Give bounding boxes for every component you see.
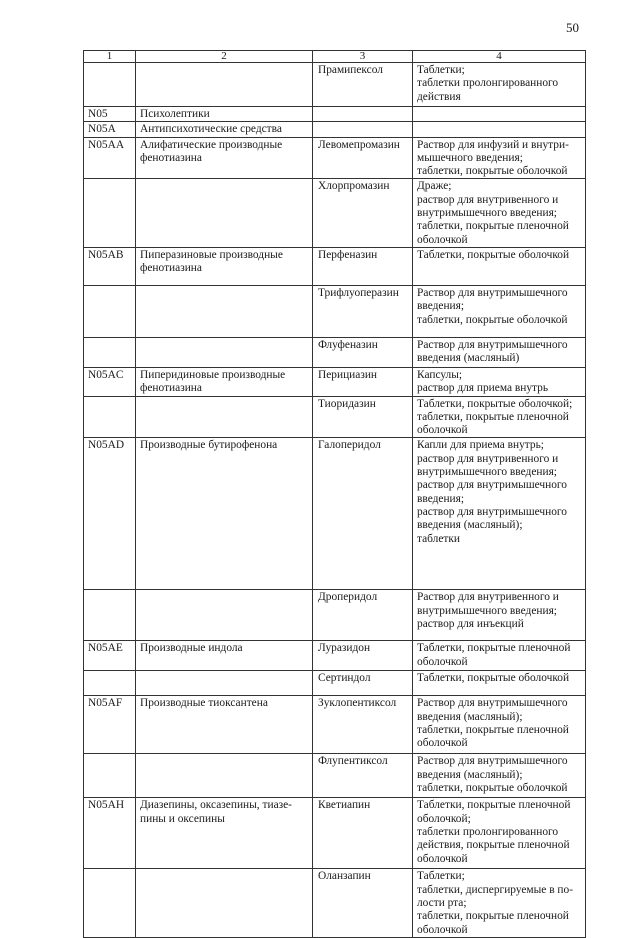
code-cell <box>84 671 136 696</box>
forms-cell: Таблетки; таблетки пролонгированного действия <box>413 63 586 107</box>
table-row <box>84 122 586 137</box>
drug-table <box>83 50 586 938</box>
table-row <box>84 590 586 641</box>
forms-cell: Драже; раствор для внутривенного и внутримышечного введения; таблетки, покрытые пленочной оболочкой <box>413 179 586 247</box>
code-cell: N05AA <box>84 137 136 179</box>
group-cell: Пиперидиновые производные фенотиазина <box>136 367 313 396</box>
forms-cell: Таблетки, покрытые оболочкой <box>413 247 586 285</box>
table-row <box>84 641 586 671</box>
drug-cell: Тиоридазин <box>313 396 413 438</box>
table-row <box>84 869 586 937</box>
drug-cell: Левомепромазин <box>313 137 413 179</box>
group-cell: Производные индола <box>136 641 313 671</box>
forms-cell: Раствор для внутримышечного введения (масляный); таблетки, покрытые пленочной оболочкой <box>413 696 586 754</box>
drug-cell: Перициазин <box>313 367 413 396</box>
group-cell: Антипсихотические средства <box>136 122 313 137</box>
code-cell <box>84 590 136 641</box>
code-cell: N05AC <box>84 367 136 396</box>
forms-cell <box>413 107 586 122</box>
drug-cell: Трифлуоперазин <box>313 285 413 337</box>
code-cell: N05 <box>84 107 136 122</box>
forms-cell: Таблетки, покрытые оболочкой; таблетки, покрытые пленочной оболочкой <box>413 396 586 438</box>
table-row <box>84 137 586 179</box>
table-row <box>84 337 586 367</box>
group-cell: Пиперазиновые производные фенотиазина <box>136 247 313 285</box>
column-header: 4 <box>413 51 586 63</box>
group-cell <box>136 63 313 107</box>
forms-cell: Таблетки, покрытые оболочкой <box>413 671 586 696</box>
drug-cell: Прамипексол <box>313 63 413 107</box>
table-row <box>84 367 586 396</box>
drug-cell: Перфеназин <box>313 247 413 285</box>
code-cell: N05AD <box>84 438 136 590</box>
table-row <box>84 247 586 285</box>
group-cell: Психолептики <box>136 107 313 122</box>
table-row <box>84 107 586 122</box>
group-cell <box>136 754 313 798</box>
table-row <box>84 754 586 798</box>
table-row <box>84 438 586 590</box>
forms-cell: Таблетки, покрытые пленочной оболочкой; таблетки пролонгированного действия, покрытые пленочной оболочкой <box>413 798 586 869</box>
drug-cell: Кветиапин <box>313 798 413 869</box>
drug-cell: Дроперидол <box>313 590 413 641</box>
code-cell <box>84 337 136 367</box>
group-cell <box>136 179 313 247</box>
forms-cell: Раствор для внутримышечного введения (масляный) <box>413 337 586 367</box>
group-cell <box>136 337 313 367</box>
drug-cell: Зуклопентиксол <box>313 696 413 754</box>
group-cell <box>136 396 313 438</box>
table-row <box>84 179 586 247</box>
code-cell: N05AH <box>84 798 136 869</box>
drug-cell: Флупентиксол <box>313 754 413 798</box>
group-cell: Диазепины, оксазепины, тиазе- пины и оксепины <box>136 798 313 869</box>
forms-cell: Раствор для внутримышечного введения; таблетки, покрытые оболочкой <box>413 285 586 337</box>
group-cell: Производные бутирофенона <box>136 438 313 590</box>
code-cell <box>84 179 136 247</box>
group-cell <box>136 869 313 937</box>
code-cell: N05AE <box>84 641 136 671</box>
forms-cell: Раствор для внутривенного и внутримышечного введения; раствор для инъекций <box>413 590 586 641</box>
code-cell <box>84 63 136 107</box>
code-cell: N05AF <box>84 696 136 754</box>
code-cell <box>84 869 136 937</box>
table-row <box>84 671 586 696</box>
code-cell <box>84 396 136 438</box>
page-number: 50 <box>566 20 579 35</box>
table-row <box>84 63 586 107</box>
drug-cell: Луразидон <box>313 641 413 671</box>
drug-cell <box>313 107 413 122</box>
drug-cell <box>313 122 413 137</box>
table-row <box>84 798 586 869</box>
column-header: 1 <box>84 51 136 63</box>
group-cell: Производные тиоксантена <box>136 696 313 754</box>
code-cell: N05A <box>84 122 136 137</box>
forms-cell: Раствор для инфузий и внутри- мышечного введения; таблетки, покрытые оболочкой <box>413 137 586 179</box>
group-cell <box>136 285 313 337</box>
code-cell <box>84 754 136 798</box>
drug-cell: Флуфеназин <box>313 337 413 367</box>
drug-cell: Галоперидол <box>313 438 413 590</box>
forms-cell <box>413 122 586 137</box>
code-cell <box>84 285 136 337</box>
group-cell <box>136 671 313 696</box>
header-row <box>84 51 586 63</box>
column-header: 3 <box>313 51 413 63</box>
drug-cell: Оланзапин <box>313 869 413 937</box>
forms-cell: Капсулы; раствор для приема внутрь <box>413 367 586 396</box>
forms-cell: Раствор для внутримышечного введения (масляный); таблетки, покрытые оболочкой <box>413 754 586 798</box>
forms-cell: Таблетки; таблетки, диспергируемые в по- лости рта; таблетки, покрытые пленочной оболочкой <box>413 869 586 937</box>
group-cell: Алифатические производные фенотиазина <box>136 137 313 179</box>
group-cell <box>136 590 313 641</box>
code-cell: N05AB <box>84 247 136 285</box>
table-row <box>84 285 586 337</box>
table-row <box>84 396 586 438</box>
drug-cell: Хлорпромазин <box>313 179 413 247</box>
table-row <box>84 696 586 754</box>
column-header: 2 <box>136 51 313 63</box>
forms-cell: Капли для приема внутрь; раствор для внутривенного и внутримышечного введения; раствор для внутримышечного введения; раствор для внутримышечного введения (масляный); таблетки <box>413 438 586 590</box>
drug-cell: Сертиндол <box>313 671 413 696</box>
forms-cell: Таблетки, покрытые пленочной оболочкой <box>413 641 586 671</box>
